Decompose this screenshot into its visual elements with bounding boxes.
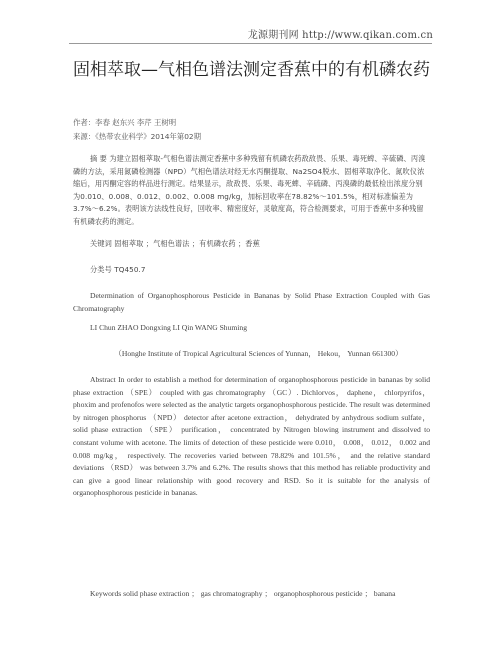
keywords-en: Keywords solid phase extraction ； gas chromatography ； organophosphorous pesticide ； banana	[90, 589, 396, 598]
keywords-cn: 关键词 固相萃取 ；气相色谱法 ；有机磷农药 ；香蕉	[90, 239, 260, 248]
abstract-en: Abstract In order to establish a method for determination of organophosphorous pesticide in bananas by solid phase extraction （SPE） coupled with gas chromatography （GC）. Dichlorvos， daphene， chlorpyrifos， phoxim and profenofos were selected as the analytic targets organophosphorous pesticide. The result was determined by nitrogen phosphorus （NPD） detector after acetone extraction， dehydrated by anhydrous sodium sulfate， solid phase extraction （SPE） purification， concentrated by Nitrogen blowing instrument and dissolved to constant volume with acetone. The limits of detection of these pesticide were 0.010， 0.008， 0.012， 0.002 and 0.008 mg/kg， respectively. The recoveries varied between 78.82% and 101.5%， and the relative standard deviations （RSD） was between 3.7% and 6.2%. The results shows that this method has reliable productivity and can give a good linear relationship with good recovery and RSD. So it is suitable for the analysis of organophosphorous pesticide in bananas.	[73, 375, 430, 498]
english-authors: LI Chun ZHAO Dongxing LI Qin WANG Shuming	[90, 323, 248, 332]
source-line: 来源：《热带农业科学》2014年第02期	[73, 132, 201, 141]
classification-number: 分类号 TQ450.7	[90, 265, 146, 274]
site-header: 龙源期刊网 http://www.qikan.com.cn	[247, 30, 433, 41]
english-affiliation: （Honghe Institute of Tropical Agricultural Sciences of Yunnan， Hekou， Yunnan 661300）	[114, 349, 403, 358]
abstract-cn: 摘 要 为建立固相萃取-气相色谱法测定香蕉中多种残留有机磷农药敌敌畏、乐果、毒死蜱、辛硫磷、丙溴磷的方法，采用氮磷检测器（NPD）气相色谱法对经无水丙酮提取、Na2SO4脱水、固相萃取净化、氮吹仪浓缩后，用丙酮定容的样品进行测定。结果显示，敌敌畏、乐果、毒死蜱、辛硫磷、丙溴磷的最低检出浓度分别为0.010、0.008、0.012、0.002、0.008 mg/kg，加标回收率在78.82%～101.5%，相对标准偏差为3.7%～6.2%。表明该方法线性良好，回收率、精密度好，灵敏度高，符合检测要求，可用于香蕉中多种残留有机磷农药的测定。	[73, 154, 426, 226]
header-divider	[69, 43, 432, 44]
english-title: Determination of Organophosphorous Pesticide in Bananas by Solid Phase Extraction Coupled with Gas Chromatography	[73, 291, 430, 313]
article-title: 固相萃取—气相色谱法测定香蕉中的有机磷农药	[73, 60, 430, 80]
authors-line: 作者：李春 赵东兴 李芹 王树明	[73, 118, 177, 127]
